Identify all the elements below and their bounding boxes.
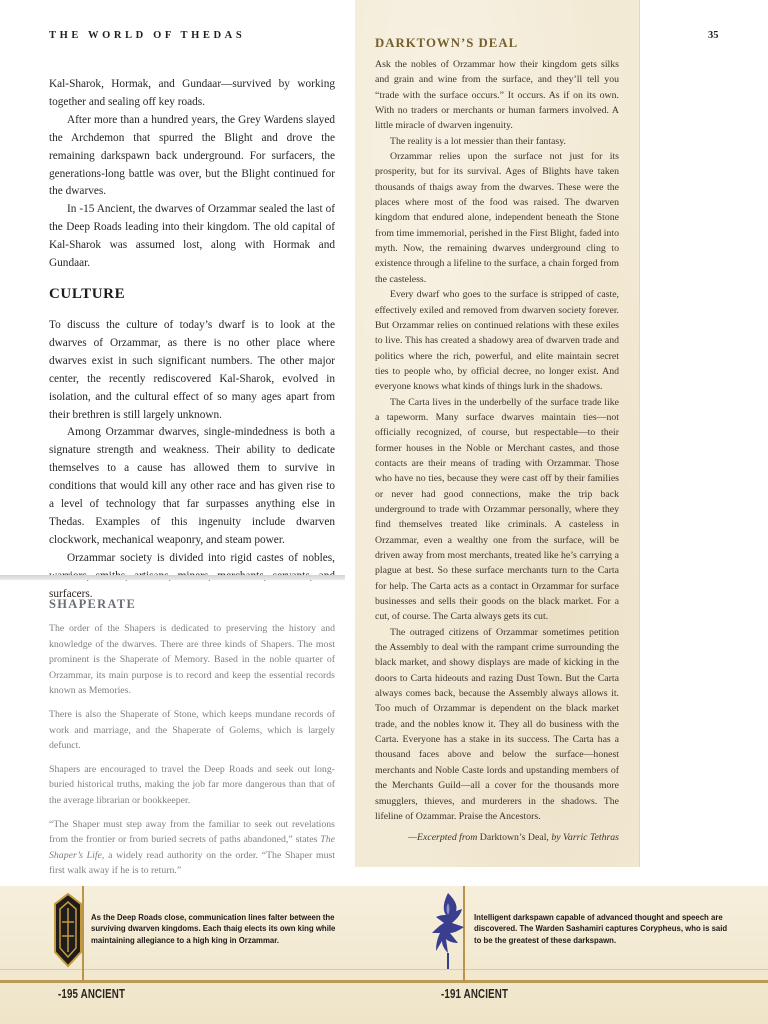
attribution-title: Darktown’s Deal xyxy=(479,832,547,844)
running-header: THE WORLD OF THEDAS xyxy=(49,30,246,41)
sidebar-paragraph: The outraged citizens of Orzammar sometimes petition the Assembly to deal with the rampant crime surrounding the black market, and showy displays are made of kicking in the doors to Carta hideouts and razing Dust Town. But the Carta always comes back, because the Assembly always allows it. Too much of Orzammar is dependent on the black market trade, and the nobles know it. They all do business with the Carta. Everyone has a stake in its success. The Carta has a thousand faces above and below the surface—honest merchants and Noble Caste lords and upstanding members of the Merchants Guild—all a cover for the thousands more smugglers, thieves, and murderers in the shadows. The lifeline of Ozammar. Praise the Ancestors. xyxy=(375,626,619,822)
timeline-era-label: -195 ANCIENT xyxy=(58,987,126,1001)
body-paragraph: After more than a hundred years, the Grey Wardens slayed the Archdemon that spurred the Blight and drove the remaining darkspawn back underground. For surfacers, the generations-long battle was over, but the Blight continued for the dwarves. xyxy=(49,113,335,198)
timeline-era-label: -191 ANCIENT xyxy=(441,987,509,1001)
body-paragraph: To discuss the culture of today’s dwarf is to look at the dwarves of Orzammar, as there is no other place where dwarves exist in such significant numbers. The other major center, the recently rediscovered Kal-Sharok, evolved in isolation, and the cultural effect of so many ages apart from their brethren is still largely unknown. xyxy=(49,318,335,421)
sidebar-paragraph: The Carta lives in the underbelly of the surface trade like a tapeworm. Many surface dwarves maintain ties—not officially recognized, of course, but respectable—to their former houses in the Noble or Merchant castes, and those contacts are their means of trading with Orzammar. Those who have no ties, because they were cast off by their families or never had good connections, make the trip back underground to trade with Orzammar personally, where they find themselves treated like criminals. A casteless in Orzammar, even a wealthy one from the surface, will be driven away from most merchants, treated like he’s carrying a plague at best. So these surface merchants turn to the Carta for help. The Carta acts as a contact in Orzammar for surface businesses and sells their goods on the black market. For a cut, of course. The Carta always gets its cut. xyxy=(375,396,619,623)
page-number: 35 xyxy=(708,30,719,41)
shaperate-heading: SHAPERATE xyxy=(49,597,137,611)
shaperate-paragraph: Shapers are encouraged to travel the Deep Roads and seek out long-buried historical truths, making the job far more dangerous than that of the average librarian or bookkeeper. xyxy=(49,763,335,806)
body-paragraph: Kal-Sharok, Hormak, and Gundaar—survived by working together and sealing off key roads. xyxy=(49,78,335,108)
grey-warden-griffon-icon xyxy=(428,889,468,971)
sidebar-paragraph: Orzammar relies upon the surface not just for its prosperity, but for its survival. Ages of Blights have taken thousands of thaigs away from the dwarves. These were the places where most of the food was raised. The dwarven kingdom that endured alone, independent beneath the Stone from time immemorial, perished in the First Blight, faded into myth. Now, the remaining dwarves underground cling to existence through a lifeline to the surface, a chain forged from the casteless. xyxy=(375,151,619,285)
quote-book-title: The Shaper’s Life xyxy=(49,834,335,861)
section-divider xyxy=(0,575,345,580)
dwarven-shield-icon xyxy=(53,892,83,968)
timeline-entry-text: As the Deep Roads close, communication lines falter between the surviving dwarven kingdoms. Each thaig elects its own king while maintaining allegiance to a high king in Orzammar. xyxy=(91,913,336,945)
sidebar-paragraph: Ask the nobles of Orzammar how their kingdom gets silks and grain and wine from the surface, and they’ll tell you “trade with the surface occurs.” It occurs. As if on its own. With no traders or merchants or human farmers involved. A little miracle of dwarven ingenuity. xyxy=(375,59,619,132)
timeline-line xyxy=(0,980,768,983)
quote-text: “The Shaper must step away from the familiar to seek out revelations from the frontier or from buried secrets of paths abandoned,” states xyxy=(49,818,335,846)
attribution-suffix: , by Varric Tethras xyxy=(546,832,619,844)
timeline-band xyxy=(0,969,768,970)
body-paragraph: In -15 Ancient, the dwarves of Orzammar sealed the last of the Deep Roads leading into their kingdom. The old capital of Kal-Sharok was assumed lost, along with Hormak and Gundaar. xyxy=(49,203,335,270)
shaperate-paragraph: There is also the Shaperate of Stone, which keeps mundane records of work and marriage, and the Shaperate of Golems, which is largely defunct. xyxy=(49,708,335,752)
main-text-column xyxy=(49,76,335,603)
quote-text-end: , a widely read authority on the order. “The Shaper must first walk away if he is to return.” xyxy=(49,849,335,877)
timeline-entry-text: Intelligent darkspawn capable of advanced thought and speech are discovered. The Warden Sashamiri captures Corypheus, who is said to be the greatest of these darkspawn. xyxy=(474,913,728,945)
body-paragraph: Orzammar society is divided into rigid castes of nobles, surfacers. xyxy=(49,551,335,600)
attribution-prefix: —Excerpted from xyxy=(408,832,480,844)
body-paragraph: Among Orzammar dwarves, single-mindedness is both a signature strength and weakness. Their ability to dedicate themselves to a cause has allowed them to survive in conditions that would kill any other race and has given rise to a level of technology that far surpasses anything else in Thedas. Examples of this ingenuity include dwarven clockwork, mechanical weaponry, and steam power. xyxy=(49,426,335,546)
section-heading-culture: CULTURE xyxy=(49,285,126,302)
shaperate-box xyxy=(49,597,335,887)
sidebar-paragraph: The reality is a lot messier than their fantasy. xyxy=(390,135,566,147)
sidebar-paragraph: Every dwarf who goes to the surface is stripped of caste, effectively exiled and removed from dwarven society forever. But Orzammar relies on continued relations with these exiles to live. This has created a shadowy area of dwarven trade and politics where the rich, powerful, and elite maintain secret ties to people who, by official decree, no longer exist. And everyone knows what kinds of things lurk in the shadows. xyxy=(375,289,619,393)
shaperate-paragraph: The order of the Shapers is dedicated to preserving the history and knowledge of the dwarves. There are three kinds of Shapers. The most prominent is the Shaperate of Memory. Based in the noble quarter of Orzammar, its main purpose is to record and keep the essential records known as Memories. xyxy=(49,623,335,697)
timeline-strip xyxy=(0,886,768,1024)
darktown-sidebar xyxy=(355,0,640,867)
sidebar-title: DARKTOWN’S DEAL xyxy=(375,36,519,50)
shaperate-quote xyxy=(49,817,335,879)
sidebar-attribution xyxy=(375,830,619,845)
